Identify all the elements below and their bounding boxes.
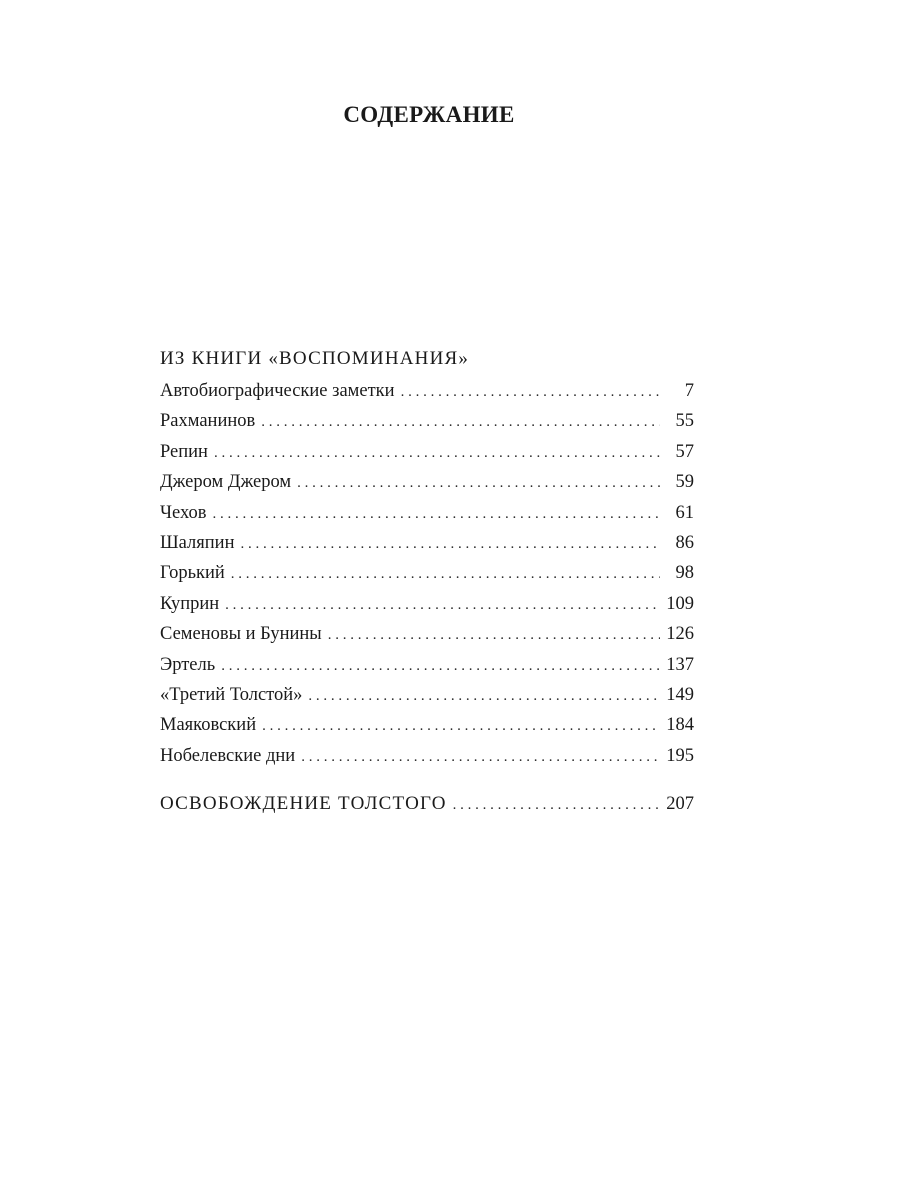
toc-entry-title: «Третий Толстой» bbox=[160, 684, 303, 705]
toc-entry-title: Джером Джером bbox=[160, 472, 292, 493]
dot-leader bbox=[213, 499, 660, 529]
toc-entry-page: 57 bbox=[675, 441, 694, 462]
table-of-contents bbox=[160, 344, 694, 819]
toc-entry bbox=[160, 710, 694, 740]
dot-leader bbox=[453, 790, 660, 820]
toc-entry-title: Чехов bbox=[160, 502, 207, 523]
toc-entry-page: 59 bbox=[675, 472, 694, 493]
toc-entry bbox=[160, 498, 694, 528]
page-title: СОДЕРЖАНИЕ bbox=[343, 102, 515, 127]
toc-entry-page: 126 bbox=[666, 624, 694, 645]
toc-entry bbox=[160, 376, 694, 406]
toc-entry-page: 195 bbox=[666, 745, 694, 766]
toc-entry-title: Эртель bbox=[160, 654, 216, 675]
toc-entry-page: 109 bbox=[666, 593, 694, 614]
dot-leader bbox=[214, 438, 660, 468]
dot-leader bbox=[297, 468, 660, 498]
toc-entry-title: Рахманинов bbox=[160, 411, 256, 432]
toc-entry-page: 149 bbox=[666, 684, 694, 705]
dot-leader bbox=[231, 559, 660, 589]
toc-entry bbox=[160, 650, 694, 680]
dot-leader bbox=[328, 620, 660, 650]
dot-leader bbox=[262, 711, 660, 741]
toc-entry-title: Семеновы и Бунины bbox=[160, 624, 322, 645]
dot-leader bbox=[240, 529, 660, 559]
toc-entry-title: Репин bbox=[160, 441, 208, 462]
toc-entry bbox=[160, 437, 694, 467]
dot-leader bbox=[301, 742, 660, 772]
toc-entry-page: 7 bbox=[684, 381, 694, 401]
dot-leader bbox=[308, 681, 660, 711]
toc-entry bbox=[160, 619, 694, 649]
dot-leader bbox=[221, 651, 660, 681]
toc-entry-page: 184 bbox=[666, 715, 694, 736]
dot-leader bbox=[225, 590, 660, 620]
dot-leader bbox=[401, 377, 660, 407]
toc-entry-page: 61 bbox=[675, 502, 694, 523]
toc-entry-title: Автобиографические заметки bbox=[160, 381, 395, 401]
toc-entry bbox=[160, 589, 694, 619]
section-heading: ИЗ КНИГИ «ВОСПОМИНАНИЯ» bbox=[160, 348, 470, 369]
toc-entry bbox=[160, 741, 694, 771]
toc-entry-page: 55 bbox=[675, 411, 694, 432]
toc-entry-page: 98 bbox=[675, 563, 694, 584]
toc-entry bbox=[160, 680, 694, 710]
toc-entry-title: ОСВОБОЖДЕНИЕ ТОЛСТОГО bbox=[160, 793, 447, 815]
toc-entry-title: Шаляпин bbox=[160, 532, 235, 553]
toc-entry-major bbox=[160, 789, 694, 819]
toc-entry-title: Куприн bbox=[160, 593, 220, 614]
toc-entry-page: 86 bbox=[675, 532, 694, 553]
toc-entry bbox=[160, 406, 694, 436]
toc-entry-title: Нобелевские дни bbox=[160, 745, 296, 766]
toc-entry-page: 207 bbox=[666, 794, 694, 815]
toc-entry bbox=[160, 467, 694, 497]
toc-entry-page: 137 bbox=[666, 654, 694, 675]
dot-leader bbox=[261, 407, 660, 437]
toc-entry-title: Горький bbox=[160, 563, 225, 584]
toc-entry-title: Маяковский bbox=[160, 715, 257, 736]
toc-entry bbox=[160, 558, 694, 588]
toc-entry bbox=[160, 528, 694, 558]
